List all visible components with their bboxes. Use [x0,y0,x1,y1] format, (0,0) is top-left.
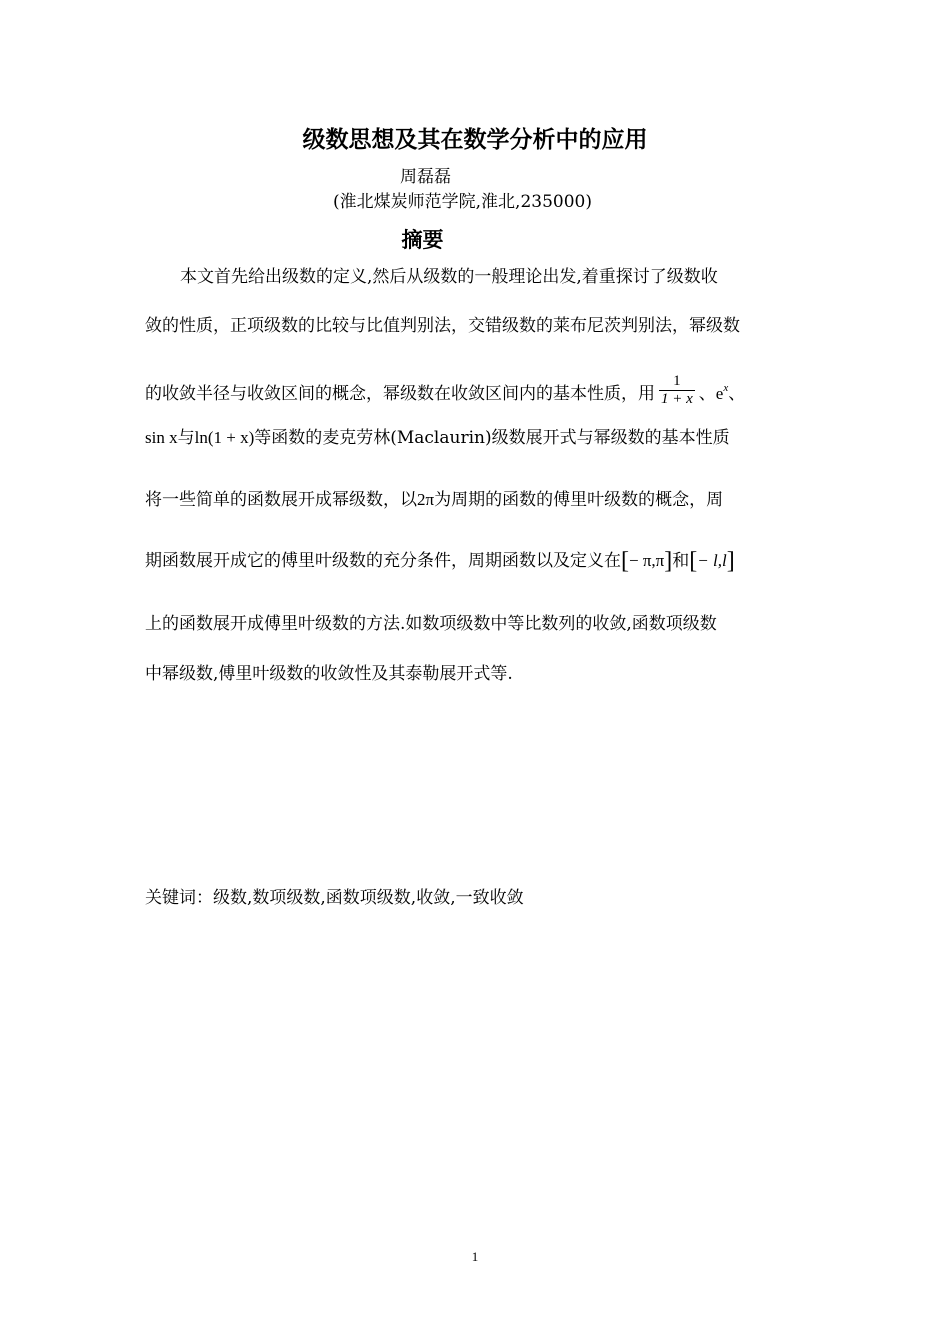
math-ln-1-plus-x: ln(1 + x) [194,428,255,447]
abstract-line-4 [145,426,730,450]
exp-power: x [723,382,729,394]
abstract-line-4-text-b: 等函数的麦克劳林(Maclaurin)级数展开式与幂级数的基本性质 [254,428,730,448]
exp-base: e [715,384,724,403]
abstract-line-2: 敛的性质，正项级数的比较与比值判别法，交错级数的莱布尼茨判别法，幂级数 [145,316,740,336]
abstract-line-3-text-a: 的收敛半径与收敛区间的概念，幂级数在收敛区间内的基本性质，用 [145,384,655,404]
math-sin-x: sin x [145,428,178,447]
abstract-line-6-text-a: 期函数展开成它的傅里叶级数的充分条件，周期函数以及定义在 [145,551,621,571]
fraction-one-over-one-plus-x [659,373,695,408]
bracket-left: [ [621,548,629,574]
abstract-line-5-text-b: 为周期的函数的傅里叶级数的概念，周 [434,490,724,510]
fraction-numerator: 1 [659,373,695,391]
abstract-line-7: 上的函数展开成傅里叶级数的方法.如数项级数中等比数列的收敛,函数项级数 [145,614,717,634]
math-interval-l: − l,l [697,551,727,570]
bracket-left: [ [689,548,698,574]
abstract-line-1: 本文首先给出级数的定义,然后从级数的一般理论出发,着重探讨了级数收 [180,267,718,287]
author-affiliation: (淮北煤炭师范学院,淮北,235000) [333,192,592,212]
enum-comma-2: 、 [728,384,746,404]
math-2pi: 2π [417,490,435,509]
abstract-line-6 [145,549,735,573]
bracket-right: ] [664,548,673,574]
author-name: 周磊磊 [400,167,451,187]
fraction-denominator: 1 + x [661,391,693,407]
bracket-right: ] [726,548,735,574]
keywords: 关键词：级数,数项级数,函数项级数,收敛,一致收敛 [145,888,524,908]
abstract-line-3 [145,373,746,412]
abstract-line-8: 中幂级数,傅里叶级数的收敛性及其泰勒展开式等. [145,664,513,684]
page-number: 1 [471,1249,479,1264]
abstract-line-4-text-a: 与 [177,428,195,448]
math-interval-pi: − π,π [629,551,665,570]
paper-title: 级数思想及其在数学分析中的应用 [302,127,648,153]
enum-comma-1: 、 [698,384,716,404]
abstract-heading: 摘要 [401,228,444,252]
abstract-line-5-text-a: 将一些简单的函数展开成幂级数，以 [145,490,417,510]
abstract-line-6-text-b: 和 [672,551,690,571]
abstract-line-5 [145,488,723,512]
